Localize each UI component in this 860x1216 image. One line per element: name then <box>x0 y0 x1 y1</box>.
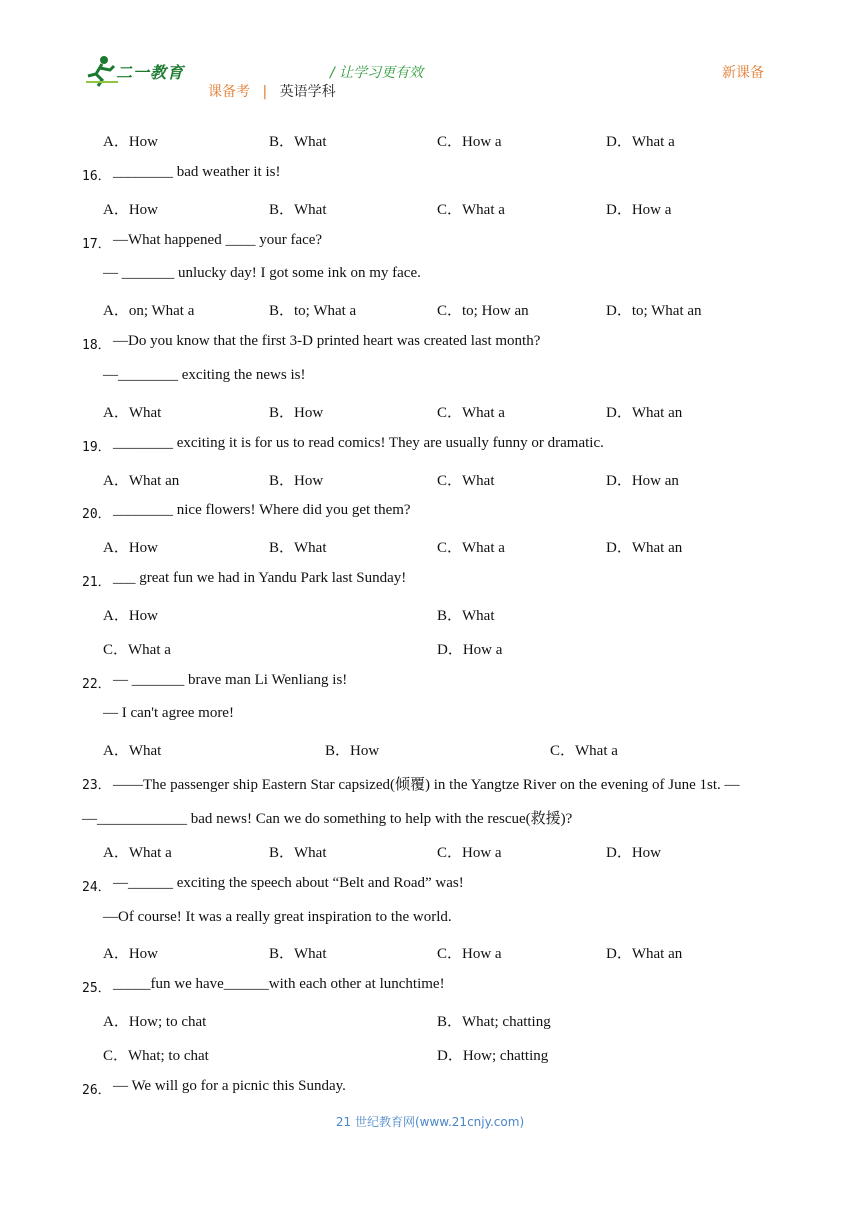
answer-option: D．What an <box>606 404 683 421</box>
question-text: —Do you know that the first 3-D printed heart was created last month? <box>113 333 541 350</box>
question-number: 24． <box>82 879 111 895</box>
header-sub-separator: | <box>262 84 268 100</box>
answer-option: A．How <box>103 946 158 963</box>
question-text: _____fun we have______with each other at lunchtime! <box>113 976 445 993</box>
question-number: 16． <box>82 168 111 184</box>
question-text: —______ exciting the speech about “Belt and Road” was! <box>113 874 464 891</box>
answer-option: C．What a <box>103 641 171 658</box>
answer-option: B．How <box>269 404 324 421</box>
runner-logo-icon <box>84 54 120 88</box>
answer-option: D．What a <box>606 134 675 150</box>
answer-option: A．What a <box>103 844 172 861</box>
header-sub-right: 英语学科 <box>279 84 336 100</box>
answer-option: C．What a <box>550 743 618 760</box>
logo <box>84 54 194 88</box>
question-number: 21． <box>82 575 111 591</box>
answer-option: C．to; How an <box>437 303 529 320</box>
answer-option: A．How <box>103 134 158 150</box>
answer-option: B．What <box>269 946 327 963</box>
answer-option: B．How <box>325 743 380 760</box>
question-text: ——The passenger ship Eastern Star capsized(倾覆) in the Yangtze River on the evening of June 1st. — <box>113 777 740 794</box>
answer-option: C．What a <box>437 404 505 421</box>
answer-option: C．What a <box>437 540 505 557</box>
answer-option: B．What <box>269 201 327 218</box>
page-footer: 21 世纪教育网(www.21cnjy.com) <box>335 1115 525 1129</box>
answer-option: D．How; chatting <box>437 1047 549 1064</box>
question-number: 17． <box>82 236 111 252</box>
logo-text: 二一教育 <box>116 63 185 82</box>
answer-option: D．How <box>606 844 661 861</box>
question-text: ________ exciting it is for us to read comics! They are usually funny or dramatic. <box>113 434 604 451</box>
answer-option: A．What <box>103 404 162 421</box>
answer-option: B．What <box>269 540 327 557</box>
question-text: — I can't agree more! <box>103 705 234 722</box>
answer-option: A．What <box>103 743 162 760</box>
answer-option: C．What <box>437 472 495 489</box>
question-number: 23． <box>82 778 111 794</box>
answer-option: B．What <box>437 607 495 624</box>
answer-option: C．How a <box>437 844 502 861</box>
question-number: 19． <box>82 439 111 455</box>
answer-option: D．to; What an <box>606 303 702 320</box>
question-text: — _______ unlucky day! I got some ink on my face. <box>103 265 421 282</box>
answer-option: C．What; to chat <box>103 1047 209 1064</box>
question-number: 18． <box>82 338 111 354</box>
question-text: —Of course! It was a really great inspiration to the world. <box>103 908 452 925</box>
answer-option: D．What an <box>606 946 683 963</box>
question-text: ___ great fun we had in Yandu Park last Sunday! <box>113 570 407 587</box>
answer-option: D．How a <box>437 641 503 658</box>
answer-option: A．What an <box>103 472 180 489</box>
header-slogan: / 让学习更有效 <box>330 65 424 81</box>
answer-option: B．How <box>269 472 324 489</box>
answer-option: A．How <box>103 540 158 557</box>
header-subtitle <box>208 81 336 101</box>
question-number: 22． <box>82 676 111 692</box>
answer-option: C．How a <box>437 134 502 150</box>
question-text: —What happened ____ your face? <box>113 231 323 248</box>
answer-option: C．How a <box>437 946 502 963</box>
answer-option: B．What <box>269 134 327 150</box>
question-number: 26． <box>82 1082 111 1098</box>
header-right-label: 新课备 <box>722 65 764 81</box>
answer-option: D．How a <box>606 201 672 218</box>
answer-option: A．on; What a <box>103 303 195 320</box>
answer-option: A．How; to chat <box>103 1014 207 1031</box>
answer-option: D．What an <box>606 540 683 557</box>
answer-option: D．How an <box>606 472 679 489</box>
question-text: —____________ bad news! Can we do something to help with the rescue(救援)? <box>82 811 573 827</box>
answer-option: A．How <box>103 201 158 218</box>
question-number: 25． <box>82 981 111 997</box>
answer-option: A．How <box>103 607 158 624</box>
page-header <box>0 0 860 110</box>
answer-option: B．What; chatting <box>437 1014 551 1031</box>
question-text: — We will go for a picnic this Sunday. <box>113 1077 346 1094</box>
header-sub-left: 课备考 <box>208 84 250 100</box>
answer-option: B．What <box>269 844 327 861</box>
answer-option: C．What a <box>437 201 505 218</box>
question-text: — _______ brave man Li Wenliang is! <box>113 671 348 688</box>
question-text: ________ bad weather it is! <box>113 163 281 180</box>
question-text: ________ nice flowers! Where did you get them? <box>113 502 411 519</box>
question-number: 20． <box>82 507 111 523</box>
answer-option: B．to; What a <box>269 303 357 320</box>
question-text: —________ exciting the news is! <box>103 366 306 383</box>
